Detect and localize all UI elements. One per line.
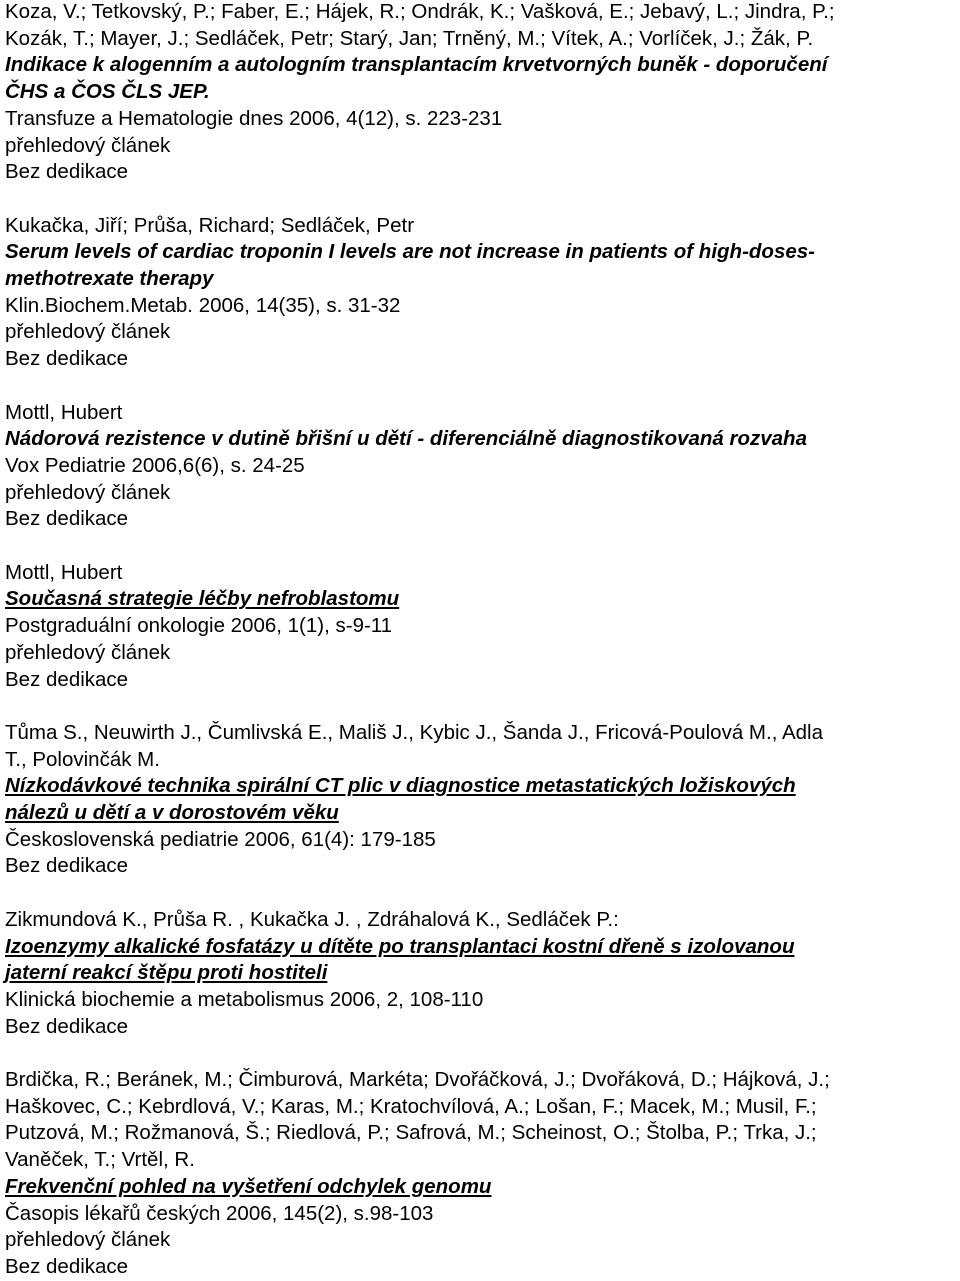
entry-title: ČHS a ČOS ČLS JEP. [5, 80, 210, 104]
entry-type: přehledový článek [5, 133, 171, 157]
entry-source: Klin.Biochem.Metab. 2006, 14(35), s. 31-32 [5, 293, 401, 317]
entry-dedication: Bez dedikace [5, 667, 129, 691]
entry-authors: Brdička, R.; Beránek, M.; Čimburová, Markéta; Dvořáčková, J.; Dvořáková, D.; Hájková, J.; [5, 1068, 830, 1092]
entry-source: Časopis lékařů českých 2006, 145(2), s.98-103 [5, 1201, 434, 1225]
entry-source: Vox Pediatrie 2006,6(6), s. 24-25 [5, 453, 305, 477]
entry-title: Nádorová rezistence v dutině břišní u dětí - diferenciálně diagnostikovaná rozvaha [5, 427, 807, 451]
entry-authors: Zikmundová K., Průša R. , Kukačka J. , Zdráhalová K., Sedláček P.: [5, 907, 619, 931]
entry-dedication: Bez dedikace [5, 160, 129, 184]
entry-source: Transfuze a Hematologie dnes 2006, 4(12), s. 223-231 [5, 106, 503, 130]
entry-dedication: Bez dedikace [5, 1014, 129, 1038]
bibliography-list [5, 0, 956, 1281]
entry-dedication: Bez dedikace [5, 347, 129, 371]
entry-source: Klinická biochemie a metabolismus 2006, 2, 108-110 [5, 987, 484, 1011]
entry-title: Frekvenční pohled na vyšetření odchylek genomu [5, 1174, 492, 1198]
bibliography-entry [5, 0, 956, 186]
entry-dedication: Bez dedikace [5, 854, 129, 878]
entry-authors: T., Polovinčák M. [5, 747, 160, 771]
entry-source: Postgraduální onkologie 2006, 1(1), s-9-11 [5, 614, 393, 638]
entry-authors: Kozák, T.; Mayer, J.; Sedláček, Petr; Starý, Jan; Trněný, M.; Vítek, A.; Vorlíček, J.; Žák, P. [5, 26, 814, 50]
entry-type: přehledový článek [5, 640, 171, 664]
entry-title: methotrexate therapy [5, 267, 214, 291]
entry-authors: Mottl, Hubert [5, 400, 123, 424]
entry-source: Československá pediatrie 2006, 61(4): 179-185 [5, 827, 436, 851]
entry-title: nálezů u dětí a v dorostovém věku [5, 801, 339, 825]
entry-authors: Haškovec, C.; Kebrdlová, V.; Karas, M.; Kratochvílová, A.; Lošan, F.; Macek, M.; Musil, F.; [5, 1094, 817, 1118]
entry-dedication: Bez dedikace [5, 507, 129, 531]
entry-authors: Putzová, M.; Rožmanová, Š.; Riedlová, P.; Safrová, M.; Scheinost, O.; Štolba, P.; Trka, J.; [5, 1121, 817, 1145]
bibliography-entry [5, 1067, 956, 1281]
entry-authors: Tůma S., Neuwirth J., Čumlivská E., Mališ J., Kybic J., Šanda J., Fricová-Poulová M., Adla [5, 720, 823, 744]
entry-authors: Kukačka, Jiří; Průša, Richard; Sedláček, Petr [5, 213, 415, 237]
bibliography-entry [5, 560, 956, 694]
bibliography-entry [5, 400, 956, 534]
bibliography-entry [5, 720, 956, 880]
entry-title: Současná strategie léčby nefroblastomu [5, 587, 400, 611]
bibliography-entry [5, 213, 956, 373]
entry-authors: Vaněček, T.; Vrtěl, R. [5, 1148, 195, 1172]
entry-title: Serum levels of cardiac troponin I levels are not increase in patients of high-doses- [5, 240, 815, 264]
entry-dedication: Bez dedikace [5, 1254, 129, 1278]
entry-type: přehledový článek [5, 1228, 171, 1252]
entry-type: přehledový článek [5, 480, 171, 504]
entry-title: Izoenzymy alkalické fosfatázy u dítěte po transplantaci kostní dřeně s izolovanou [5, 934, 795, 958]
bibliography-entry [5, 907, 956, 1041]
entry-type: přehledový článek [5, 320, 171, 344]
entry-title: Nízkodávkové technika spirální CT plic v diagnostice metastatických ložiskových [5, 774, 796, 798]
entry-authors: Koza, V.; Tetkovský, P.; Faber, E.; Hájek, R.; Ondrák, K.; Vašková, E.; Jebavý, L.; Jindra, P.; [5, 0, 835, 23]
entry-title: jaterní reakcí štěpu proti hostiteli [5, 961, 328, 985]
entry-title: Indikace k alogenním a autologním transplantacím krvetvorných buněk - doporučení [5, 53, 828, 77]
entry-authors: Mottl, Hubert [5, 560, 123, 584]
